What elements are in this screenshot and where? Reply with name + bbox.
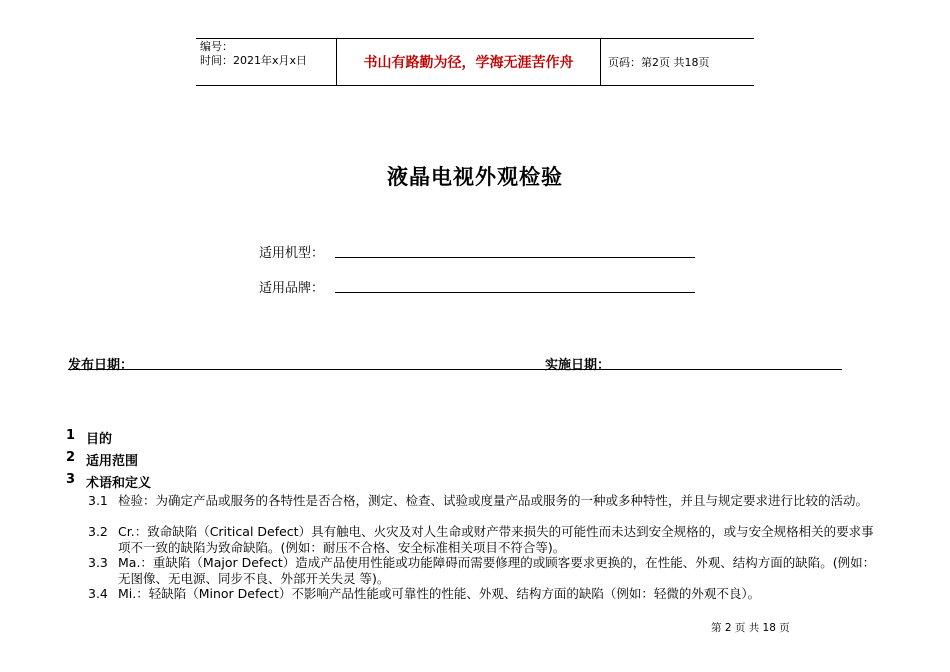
brand-input-line[interactable]	[335, 292, 695, 293]
term-number: 3.1	[88, 493, 108, 508]
term-definition-inspection: 检验：为确定产品或服务的各特性是否合格，测定、检查、试验或度量产品或服务的一种或多种特性，并且与规定要求进行比较的活动。	[118, 493, 869, 508]
brand-label: 适用品牌：	[259, 281, 325, 296]
page-footer: 第 2 页 共 18 页	[711, 622, 790, 634]
document-title: 液晶电视外观检验	[387, 165, 563, 189]
release-date-label: 发布日期：	[68, 358, 134, 373]
section-title-purpose: 目的	[86, 432, 113, 447]
term-number: 3.3	[88, 555, 108, 570]
header-divider-right	[600, 38, 601, 85]
section-number: 1	[66, 428, 76, 443]
section-number: 2	[66, 450, 76, 465]
model-input-line[interactable]	[335, 257, 695, 258]
term-definition-major: Ma.：重缺陷（Major Defect）造成产品使用性能或功能障碍而需要修理的或顾客要求更换的，在性能、外观、结构方面的缺陷。(例如：无图像、无电源、同步不良、外部开关失灵 等)。	[118, 555, 876, 586]
term-definition-critical: Cr.：致命缺陷（Critical Defect）具有触电、火灾及对人生命或财产带来损失的可能性而未达到安全规格的，或与安全规格相关的要求事项不一致的缺陷为致命缺陷。(例如：耐压不合格、安全标准相关项目不符合等)。	[118, 524, 874, 555]
term-definition-minor: Mi.：轻缺陷（Minor Defect）不影响产品性能或可靠性的性能、外观、结构方面的缺陷（例如：轻微的外观不良）。	[118, 586, 761, 601]
term-number: 3.2	[88, 524, 108, 539]
header-motto: 书山有路勤为径，学海无涯苦作舟	[363, 54, 574, 71]
effective-date-label: 实施日期：	[545, 358, 611, 373]
header-bottom-rule	[196, 85, 754, 86]
section-title-terms: 术语和定义	[86, 476, 152, 491]
header-time-label: 时间：2021年x月x日	[200, 54, 308, 67]
header-page-info: 页码：第2页 共18页	[608, 56, 710, 69]
section-number: 3	[66, 472, 76, 487]
date-rule	[68, 369, 842, 370]
header-number-label: 编号：	[200, 40, 233, 53]
term-number: 3.4	[88, 586, 108, 601]
section-title-scope: 适用范围	[86, 454, 139, 469]
model-label: 适用机型：	[259, 246, 325, 261]
